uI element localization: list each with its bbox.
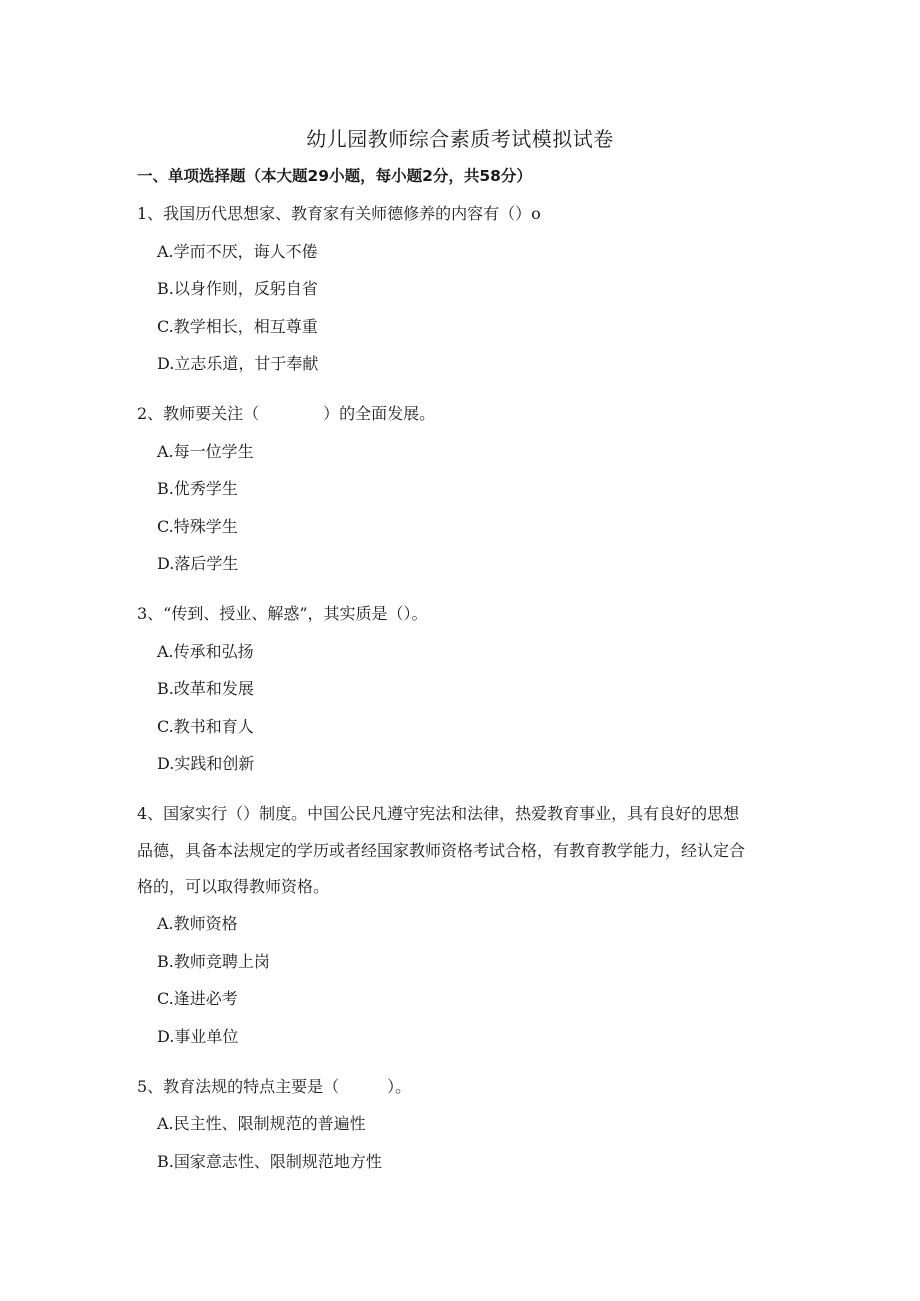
question-1-option-b: B.以身作则，反躬自省 [157,279,318,298]
question-5-option-b: B.国家意志性、限制规范地方性 [157,1152,382,1171]
question-2-stem: 2、教师要关注（ ）的全面发展。 [137,404,436,423]
question-1-option-c: C.教学相长，相互尊重 [157,317,318,336]
question-4-stem-line-3: 格的，可以取得教师资格。 [137,877,330,896]
question-3-option-a: A.传承和弘扬 [157,642,254,661]
question-3-option-d: D.实践和创新 [157,754,255,773]
question-4-stem-line-1: 4、国家实行（）制度。中国公民凡遵守宪法和法律，热爱教育事业，具有良好的思想 [137,804,740,823]
question-1-stem: 1、我国历代思想家、教育家有关师德修养的内容有（）o [137,204,541,223]
question-4-option-b: B.教师竞聘上岗 [157,952,270,971]
question-3-stem: 3、“传到、授业、解惑”，其实质是（）。 [137,604,428,623]
question-5-stem: 5、教育法规的特点主要是（ ）。 [137,1077,412,1096]
question-3-option-b: B.改革和发展 [157,679,254,698]
question-2-option-c: C.特殊学生 [157,517,238,536]
document-title: 幼儿园教师综合素质考试模拟试卷 [306,127,614,151]
question-3-option-c: C.教书和育人 [157,717,254,736]
question-1-option-a: A.学而不厌，诲人不倦 [157,242,318,261]
question-5-option-a: A.民主性、限制规范的普遍性 [157,1114,366,1133]
question-2-option-b: B.优秀学生 [157,479,238,498]
question-1-option-d: D.立志乐道，甘于奉献 [157,354,319,373]
question-4-option-c: C.逢进必考 [157,989,238,1008]
question-4-option-d: D.事业单位 [157,1027,239,1046]
section-heading: 一、单项选择题（本大题29小题，每小题2分，共58分） [137,167,532,185]
question-4-option-a: A.教师资格 [157,914,238,933]
question-2-option-d: D.落后学生 [157,554,239,573]
question-4-stem-line-2: 品德，具备本法规定的学历或者经国家教师资格考试合格，有教育教学能力，经认定合 [137,841,746,860]
question-2-option-a: A.每一位学生 [157,442,254,461]
